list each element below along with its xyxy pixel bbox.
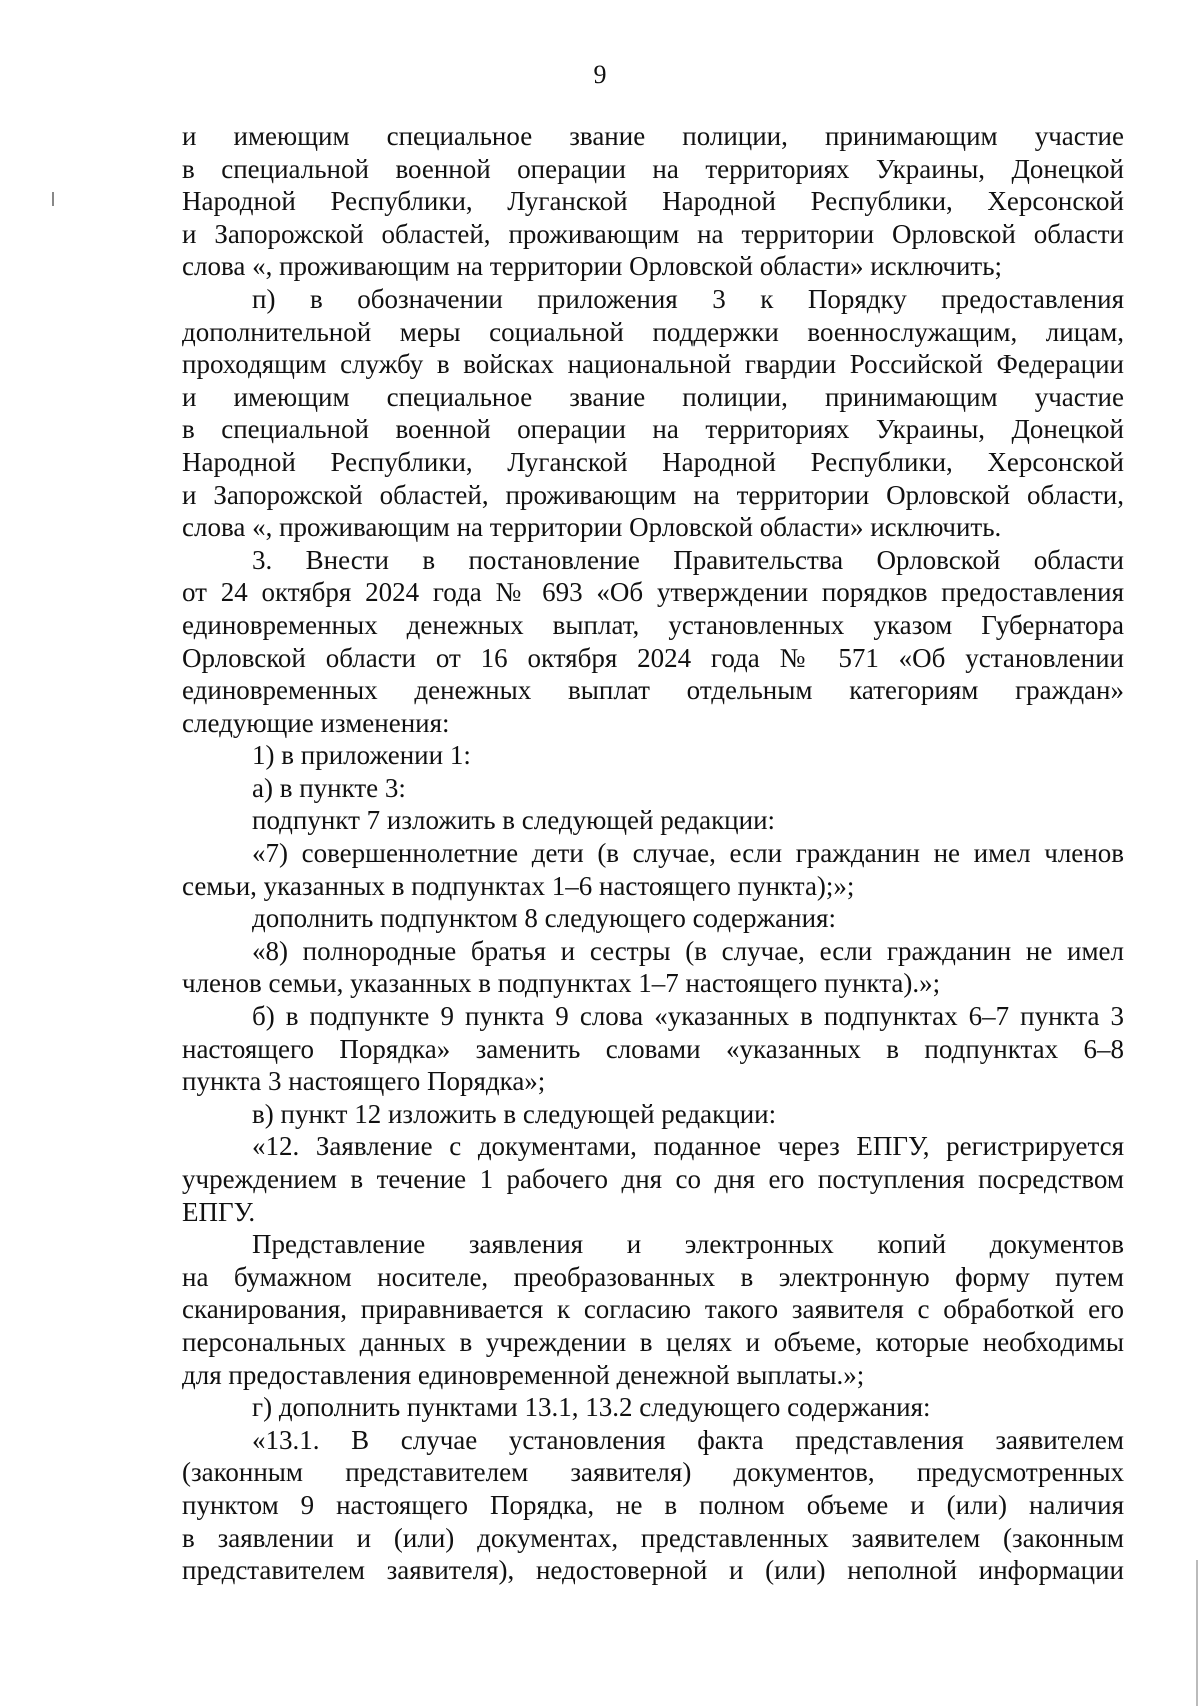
text-line: для предоставления единовременной денежной выплаты.»; [182, 1359, 865, 1390]
text-line: единовременных денежных выплат отдельным категориям граждан» [182, 675, 1124, 706]
text-line: в заявлении и (или) документах, представленных заявителем (законным [182, 1522, 1124, 1553]
text-line: пункта 3 настоящего Порядка»; [182, 1066, 546, 1097]
text-line: Представление заявления и электронных копий документов [252, 1229, 1124, 1260]
text-line: «8) полнородные братья и сестры (в случае, если гражданин не имел [252, 935, 1124, 966]
scan-mark [1196, 1560, 1198, 1706]
text-line: представителем заявителя), недостоверной и (или) неполной информации [182, 1555, 1124, 1586]
text-line: (законным представителем заявителя) документов, предусмотренных [182, 1457, 1124, 1488]
text-line: сканирования, приравнивается к согласию такого заявителя с обработкой его [182, 1294, 1124, 1325]
text-line: а) в пункте 3: [252, 772, 406, 803]
text-line: п) в обозначении приложения 3 к Порядку предоставления [252, 283, 1124, 314]
text-line: Орловской области от 16 октября 2024 года № 571 «Об установлении [182, 642, 1124, 673]
text-line: в) пункт 12 изложить в следующей редакции: [252, 1098, 777, 1129]
text-line: на бумажном носителе, преобразованных в электронную форму путем [182, 1261, 1124, 1292]
text-line: Народной Республики, Луганской Народной Республики, Херсонской [182, 186, 1124, 217]
text-line: персональных данных в учреждении в целях и объеме, которые необходимы [182, 1326, 1124, 1357]
text-line: семьи, указанных в подпунктах 1–6 настоящего пункта);»; [182, 870, 855, 901]
scan-mark [52, 192, 54, 206]
text-line: в специальной военной операции на территориях Украины, Донецкой [182, 414, 1124, 445]
text-line: членов семьи, указанных в подпунктах 1–7 настоящего пункта).»; [182, 968, 941, 999]
text-line: Народной Республики, Луганской Народной Республики, Херсонской [182, 446, 1124, 477]
text-line: и Запорожской областей, проживающим на территории Орловской области, [182, 479, 1124, 510]
text-line: в специальной военной операции на территориях Украины, Донецкой [182, 153, 1124, 184]
text-line: и имеющим специальное звание полиции, принимающим участие [182, 121, 1124, 151]
text-line: ЕПГУ. [182, 1196, 256, 1227]
text-line: настоящего Порядка» заменить словами «указанных в подпунктах 6–8 [182, 1033, 1124, 1064]
text-line: б) в подпункте 9 пункта 9 слова «указанных в подпунктах 6–7 пункта 3 [252, 1001, 1124, 1032]
text-line: дополнительной меры социальной поддержки военнослужащим, лицам, [182, 316, 1124, 347]
text-line: «12. Заявление с документами, поданное через ЕПГУ, регистрируется [252, 1131, 1124, 1162]
text-line: проходящим службу в войсках национальной гвардии Российской Федерации [182, 349, 1124, 380]
text-line: слова «, проживающим на территории Орловской области» исключить; [182, 251, 1003, 282]
text-line: «13.1. В случае установления факта представления заявителем [252, 1424, 1124, 1455]
text-line: пунктом 9 настоящего Порядка, не в полном объеме и (или) наличия [182, 1489, 1124, 1520]
text-line: «7) совершеннолетние дети (в случае, если гражданин не имел членов [252, 838, 1124, 869]
text-line: 1) в приложении 1: [252, 740, 471, 771]
text-line: и имеющим специальное звание полиции, принимающим участие [182, 381, 1124, 412]
text-line: слова «, проживающим на территории Орловской области» исключить. [182, 512, 1002, 543]
text-line: от 24 октября 2024 года № 693 «Об утверждении порядков предоставления [182, 577, 1124, 608]
text-line: и Запорожской областей, проживающим на территории Орловской области [182, 218, 1124, 249]
text-line: учреждением в течение 1 рабочего дня со дня его поступления посредством [182, 1164, 1124, 1194]
text-line: следующие изменения: [182, 707, 450, 738]
text-line: г) дополнить пунктами 13.1, 13.2 следующего содержания: [252, 1392, 931, 1423]
page-number: 9 [593, 60, 607, 89]
text-line: 3. Внести в постановление Правительства Орловской области [252, 544, 1124, 575]
text-line: дополнить подпунктом 8 следующего содержания: [252, 903, 836, 934]
document-body [182, 120, 1124, 1587]
text-line: единовременных денежных выплат, установленных указом Губернатора [182, 609, 1124, 640]
text-line: подпункт 7 изложить в следующей редакции: [252, 805, 776, 836]
